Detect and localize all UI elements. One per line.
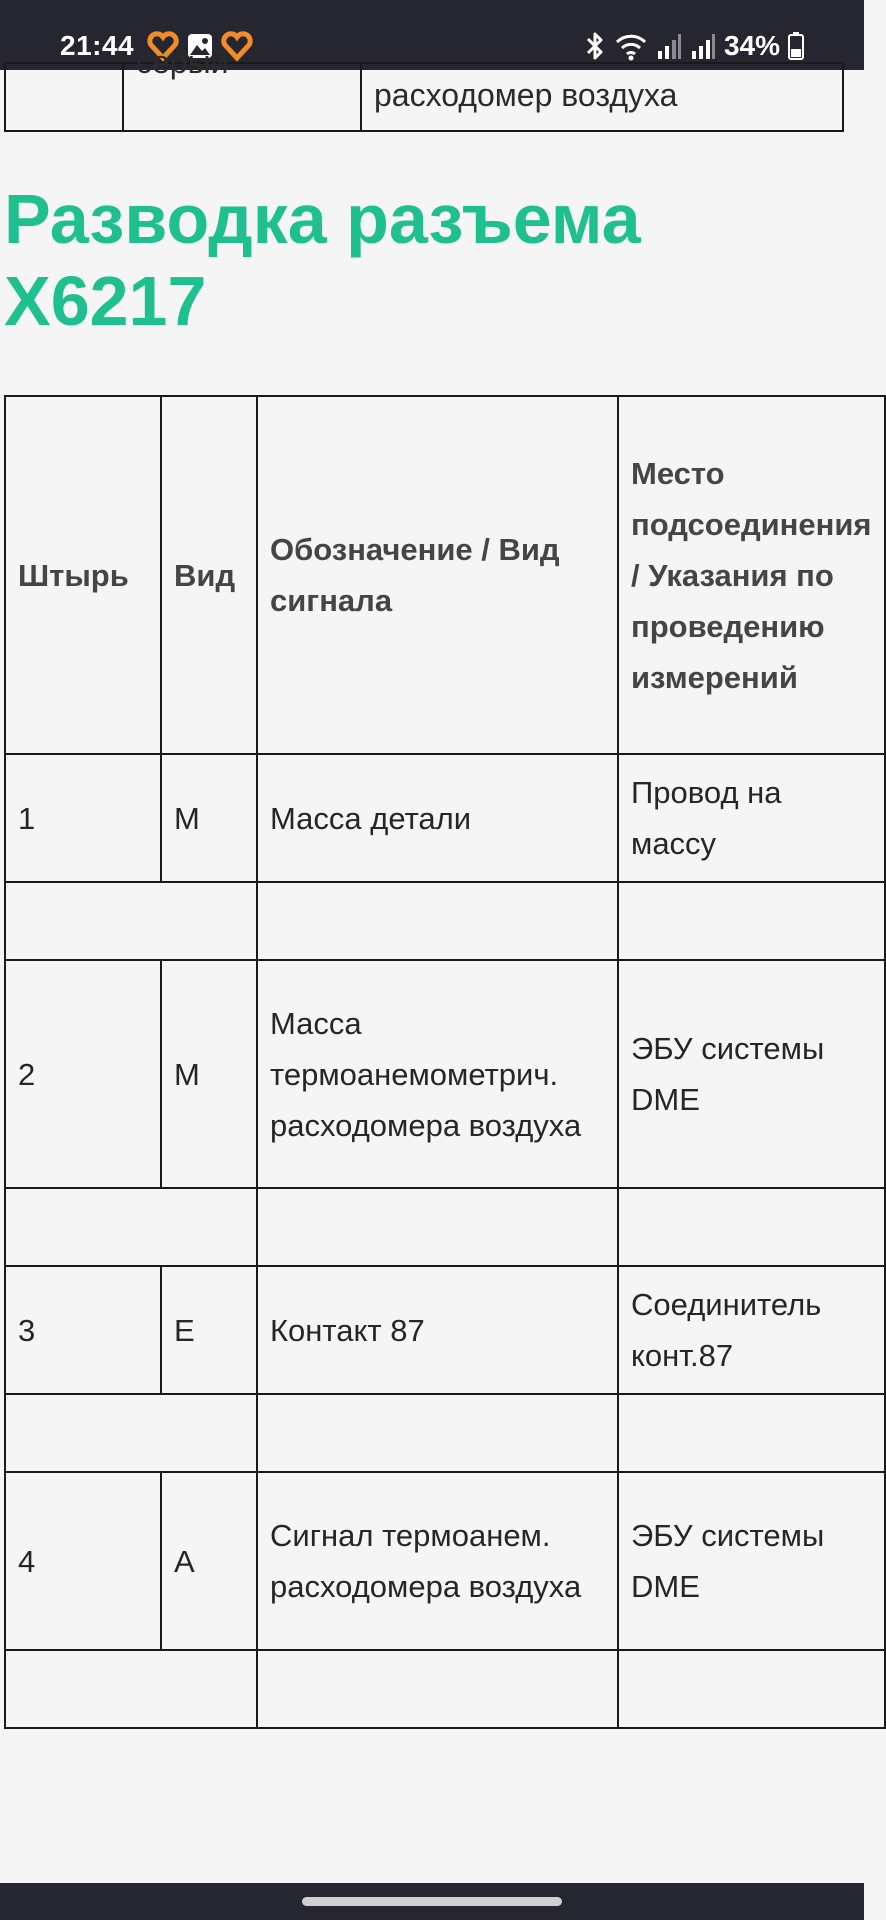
empty-cell [257,1650,618,1728]
table-row [5,1472,885,1650]
empty-cell [161,1394,257,1472]
section-title: Разводка разъема X6217 [4,180,641,340]
cell-designation: Сигнал термоанем. расходомера воздуха [257,1472,618,1650]
table-row [5,1266,885,1394]
spacer-row [5,1394,885,1472]
wifi-icon [614,31,648,61]
empty-cell [5,882,161,960]
header-designation: Обозначение / Вид сигнала [257,396,618,754]
home-gesture-handle[interactable] [302,1897,562,1906]
cell-type: A [161,1472,257,1650]
battery-icon [788,32,804,60]
cell-designation: Масса детали [257,754,618,882]
table-row [5,754,885,882]
cell-text: серый [136,44,229,80]
header-pin: Штырь [5,396,161,754]
cell-type: M [161,960,257,1188]
empty-cell [161,1188,257,1266]
empty-cell [257,1394,618,1472]
bluetooth-icon [584,31,606,61]
pinout-table [4,395,886,1729]
header-location: Место подсоединения / Указания по проведению измерений [618,396,885,754]
table-row [5,63,843,131]
signal-icon [656,31,682,61]
cell-pin: 3 [5,1266,161,1394]
empty-cell [161,882,257,960]
empty-cell [618,1394,885,1472]
cell-designation: Контакт 87 [257,1266,618,1394]
cell-pin: 1 [5,754,161,882]
signal-icon [690,31,716,61]
empty-cell [5,1650,161,1728]
empty-cell [161,1650,257,1728]
cell-type: M [161,754,257,882]
system-icons [584,30,804,62]
empty-cell [257,1188,618,1266]
cell-designation: Масса термоанемометрич. расходомера воздуха [257,960,618,1188]
cell-location: ЭБУ системы DME [618,1472,885,1650]
cell-location: Провод на массу [618,754,885,882]
cell-location: Соединитель конт.87 [618,1266,885,1394]
empty-cell [618,1650,885,1728]
status-time: 21:44 [60,30,135,61]
table-header-row [5,396,885,754]
empty-cell [257,882,618,960]
header-type: Вид [161,396,257,754]
spacer-row [5,1188,885,1266]
spacer-row [5,882,885,960]
battery-percent: 34% [723,30,780,61]
cell-type: E [161,1266,257,1394]
spacer-row [5,1650,885,1728]
table-cell [5,63,123,131]
table-cell [123,44,361,131]
navigation-bar [0,1883,864,1920]
cell-pin: 2 [5,960,161,1188]
cell-location: ЭБУ системы DME [618,960,885,1188]
empty-cell [5,1188,161,1266]
cell-pin: 4 [5,1472,161,1650]
empty-cell [618,1188,885,1266]
empty-cell [618,882,885,960]
table-row [5,960,885,1188]
table-cell: расходомер воздуха [361,63,843,131]
empty-cell [5,1394,161,1472]
status-bar [0,0,864,70]
